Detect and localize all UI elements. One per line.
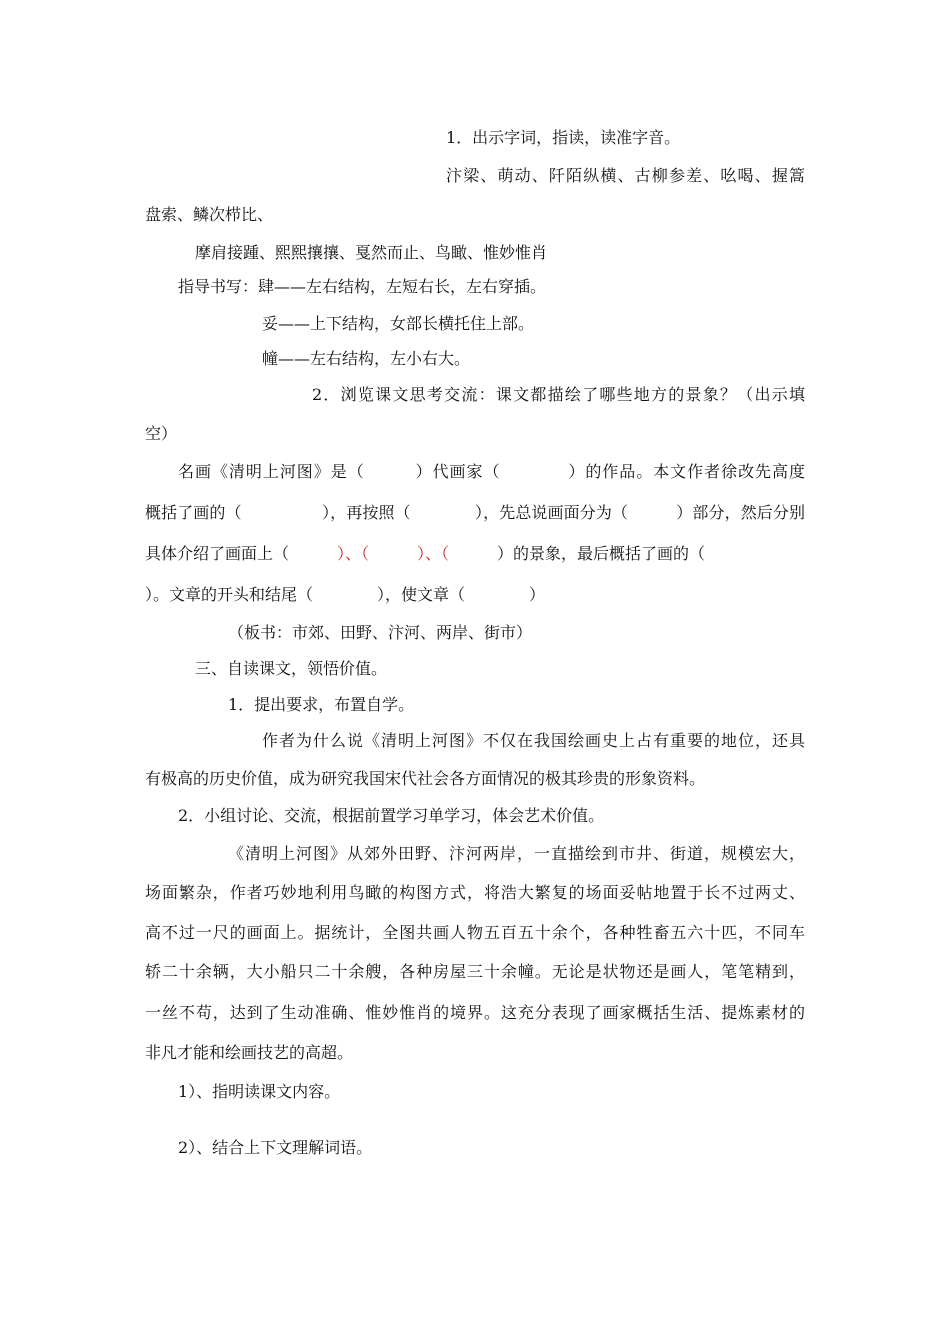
- fill-blank-line3-a: 具体介绍了画面上（: [145, 544, 338, 563]
- section3-heading: 三、自读课文，领悟价值。: [195, 659, 388, 678]
- fill-blank-line2: 概括了画的（ ），再按照（ ），先总说画面分为（ ）部分，然后分别: [145, 503, 805, 522]
- fill-blank-line4: ）。文章的开头和结尾（ ），使文章（ ）: [145, 585, 546, 604]
- item2-line1: 2．浏览课文思考交流：课文都描绘了哪些地方的景象？（出示填: [312, 385, 805, 404]
- paragraph-line4: 轿二十余辆，大小船只二十余艘，各种房屋三十余幢。无论是状物还是画人，笔笔精到，: [145, 962, 805, 981]
- fill-blank-line3: [145, 544, 705, 564]
- writing-guide-1: 指导书写：肆——左右结构，左短右长，左右穿插。: [178, 277, 547, 296]
- writing-guide-3: 幢——左右结构，左小右大。: [262, 349, 471, 368]
- paragraph-line1: 《清明上河图》从郊外田野、汴河两岸，一直描绘到市井、街道，规模宏大，: [228, 844, 805, 863]
- fill-blank-line3-b: ）的景象，最后概括了画的（: [449, 544, 706, 563]
- paragraph-line6: 非凡才能和绘画技艺的高超。: [145, 1043, 354, 1062]
- fill-blank-line3-red: ）、（ ）、（: [337, 544, 450, 563]
- word-list-line1: 汴梁、萌动、阡陌纵横、古柳参差、吆喝、握篙: [446, 166, 805, 185]
- paragraph-line5: 一丝不苟，达到了生动准确、惟妙惟肖的境界。这充分表现了画家概括生活、提炼素材的: [145, 1003, 805, 1022]
- section3-item1: 1．提出要求，布置自学。: [228, 695, 415, 714]
- word-list-line2: 盘索、鳞次栉比、: [145, 205, 274, 224]
- step-2: 2）、结合上下文理解词语。: [178, 1138, 373, 1157]
- question-line2: 有极高的历史价值，成为研究我国宋代社会各方面情况的极其珍贵的形象资料。: [145, 769, 706, 788]
- item2-line2: 空）: [145, 424, 178, 443]
- paragraph-line2: 场面繁杂，作者巧妙地利用鸟瞰的构图方式，将浩大繁复的场面妥帖地置于长不过两丈、: [145, 883, 805, 902]
- section3-item2: 2．小组讨论、交流，根据前置学习单学习，体会艺术价值。: [178, 806, 605, 825]
- writing-guide-2: 妥——上下结构，女部长横托住上部。: [262, 314, 535, 333]
- step-1: 1）、指明读课文内容。: [178, 1082, 341, 1101]
- blackboard-note: （板书：市郊、田野、汴河、两岸、街市）: [228, 623, 533, 642]
- word-list-line3: 摩肩接踵、熙熙攘攘、戛然而止、鸟瞰、惟妙惟肖: [195, 243, 548, 262]
- item1-text: 1．出示字词，指读，读准字音。: [446, 128, 681, 147]
- fill-blank-line1: 名画《清明上河图》是（ ）代画家（ ）的作品。本文作者徐改先高度: [178, 462, 805, 481]
- question-line1: 作者为什么说《清明上河图》不仅在我国绘画史上占有重要的地位，还具: [262, 731, 805, 750]
- paragraph-line3: 高不过一尺的画面上。据统计，全图共画人物五百五十余个，各种牲畜五六十匹，不同车: [145, 923, 805, 942]
